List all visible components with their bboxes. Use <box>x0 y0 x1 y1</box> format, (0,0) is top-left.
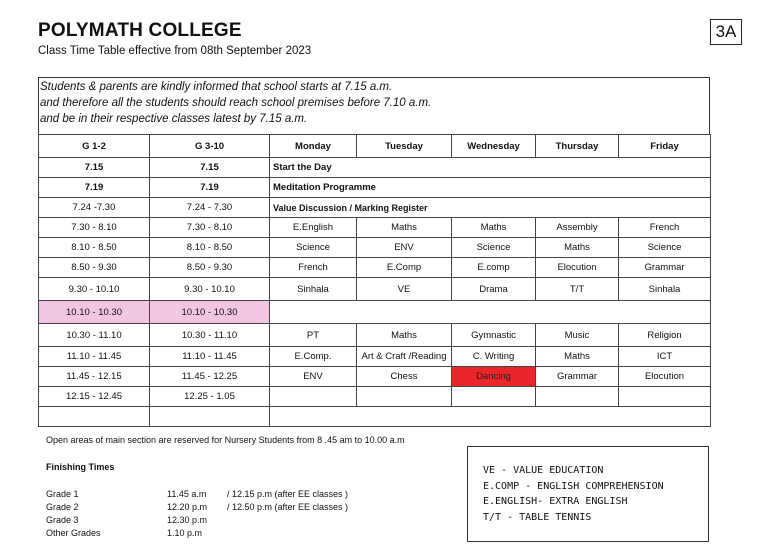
cell-monday <box>270 387 357 407</box>
finishing-time: 12.20 p.m <box>167 502 208 512</box>
time-g12: 10.30 - 11.10 <box>39 324 150 347</box>
header-friday: Friday <box>619 135 711 158</box>
header-g310: G 3-10 <box>150 135 270 158</box>
cell-thursday: Music <box>536 324 619 347</box>
table-row <box>39 218 711 238</box>
cell-wednesday: Drama <box>452 278 536 301</box>
break-empty-cell <box>270 301 711 324</box>
abbreviation-legend <box>467 446 709 542</box>
time-g12: 12.15 - 12.45 <box>39 387 150 407</box>
finishing-grade: Grade 2 <box>46 502 79 512</box>
cell-friday <box>619 387 711 407</box>
finishing-time: 11.45 a.m <box>167 489 207 499</box>
cell-tuesday: Art & Craft /Reading <box>357 347 452 367</box>
legend-item: T/T - TABLE TENNIS <box>483 511 592 523</box>
cell-thursday: Elocution <box>536 258 619 278</box>
legend-item: E.COMP - ENGLISH COMPREHENSION <box>483 480 664 492</box>
cell-thursday: Maths <box>536 347 619 367</box>
header-g12: G 1-2 <box>39 135 150 158</box>
cell-wednesday: C. Writing <box>452 347 536 367</box>
time-g310: 11.10 - 11.45 <box>150 347 270 367</box>
cell-monday: Sinhala <box>270 278 357 301</box>
header-thursday: Thursday <box>536 135 619 158</box>
time-g310: 9.30 - 10.10 <box>150 278 270 301</box>
time-g310: 7.24 - 7.30 <box>150 198 270 218</box>
notice-line: and be in their respective classes latest by 7.15 a.m. <box>40 113 308 125</box>
cell-friday: Religion <box>619 324 711 347</box>
table-row <box>39 324 711 347</box>
table-row <box>39 387 711 407</box>
cell-monday: E.English <box>270 218 357 238</box>
time-g12: 8.50 - 9.30 <box>39 258 150 278</box>
cell-tuesday: Maths <box>357 218 452 238</box>
empty-cell <box>39 407 150 427</box>
time-g310: 10.30 - 11.10 <box>150 324 270 347</box>
cell-friday: French <box>619 218 711 238</box>
cell-friday: Elocution <box>619 367 711 387</box>
cell-thursday: T/T <box>536 278 619 301</box>
cell-thursday: Maths <box>536 238 619 258</box>
table-row <box>39 178 711 198</box>
legend-item: E.ENGLISH- EXTRA ENGLISH <box>483 496 628 507</box>
cell-thursday: Assembly <box>536 218 619 238</box>
nursery-note: Open areas of main section are reserved for Nursery Students from 8 .45 am to 10.00 a.m <box>46 435 405 445</box>
time-g12: 9.30 - 10.10 <box>39 278 150 301</box>
cell-monday: ENV <box>270 367 357 387</box>
finishing-grade: Grade 3 <box>46 515 79 525</box>
header-monday: Monday <box>270 135 357 158</box>
finishing-title: Finishing Times <box>46 462 115 472</box>
cell-wednesday: Maths <box>452 218 536 238</box>
timetable <box>38 134 711 427</box>
cell-tuesday: ENV <box>357 238 452 258</box>
cell-tuesday: Chess <box>357 367 452 387</box>
finishing-grade: Other Grades <box>46 528 101 538</box>
cell-tuesday: Maths <box>357 324 452 347</box>
cell-friday: Grammar <box>619 258 711 278</box>
time-g12: 11.45 - 12.15 <box>39 367 150 387</box>
time-g12: 7.30 - 8.10 <box>39 218 150 238</box>
time-g12-break: 10.10 - 10.30 <box>39 301 150 324</box>
notice-box <box>38 77 710 134</box>
time-g310: 8.10 - 8.50 <box>150 238 270 258</box>
table-row <box>39 258 711 278</box>
empty-cell <box>270 407 711 427</box>
cell-friday: Sinhala <box>619 278 711 301</box>
header-wednesday: Wednesday <box>452 135 536 158</box>
notice-line: and therefore all the students should reach school premises before 7.10 a.m. <box>40 97 432 109</box>
header-tuesday: Tuesday <box>357 135 452 158</box>
time-g12: 11.10 - 11.45 <box>39 347 150 367</box>
class-code-badge: 3A <box>710 19 742 45</box>
time-g12: 7.24 -7.30 <box>39 198 150 218</box>
time-g310: 7.30 - 8.10 <box>150 218 270 238</box>
time-g12: 7.15 <box>39 158 150 178</box>
finishing-extra: / 12.15 p.m (after EE classes ) <box>227 489 349 499</box>
cell-tuesday: VE <box>357 278 452 301</box>
cell-wednesday: Gymnastic <box>452 324 536 347</box>
time-g12: 7.19 <box>39 178 150 198</box>
table-row <box>39 367 711 387</box>
cell-tuesday <box>357 387 452 407</box>
empty-cell <box>150 407 270 427</box>
cell-thursday <box>536 387 619 407</box>
table-row <box>39 158 711 178</box>
notice-line: Students & parents are kindly informed that school starts at 7.15 a.m. <box>40 81 393 93</box>
page-subtitle: Class Time Table effective from 08th September 2023 <box>38 45 312 57</box>
table-row-empty <box>39 407 711 427</box>
cell-monday: Science <box>270 238 357 258</box>
cell-friday: ICT <box>619 347 711 367</box>
table-header-row <box>39 135 711 158</box>
cell-wednesday-dancing: Dancing <box>452 367 536 387</box>
cell-tuesday: E.Comp <box>357 258 452 278</box>
span-activity: Value Discussion / Marking Register <box>270 198 711 218</box>
time-g310: 12.25 - 1.05 <box>150 387 270 407</box>
table-row-break <box>39 301 711 324</box>
finishing-grade: Grade 1 <box>46 489 79 499</box>
time-g310: 7.19 <box>150 178 270 198</box>
time-g310: 8.50 - 9.30 <box>150 258 270 278</box>
cell-thursday: Grammar <box>536 367 619 387</box>
cell-friday: Science <box>619 238 711 258</box>
finishing-extra: / 12.50 p.m (after EE classes ) <box>227 502 349 512</box>
span-activity: Start the Day <box>270 158 711 178</box>
page-title: POLYMATH COLLEGE <box>38 20 242 41</box>
cell-monday: E.Comp. <box>270 347 357 367</box>
time-g310: 7.15 <box>150 158 270 178</box>
cell-wednesday <box>452 387 536 407</box>
time-g310: 11.45 - 12.25 <box>150 367 270 387</box>
cell-monday: French <box>270 258 357 278</box>
span-activity: Meditation Programme <box>270 178 711 198</box>
finishing-time: 1.10 p.m <box>167 528 203 538</box>
finishing-time: 12.30 p.m <box>167 515 208 525</box>
table-row <box>39 198 711 218</box>
time-g310-break: 10.10 - 10.30 <box>150 301 270 324</box>
time-g12: 8.10 - 8.50 <box>39 238 150 258</box>
cell-wednesday: Science <box>452 238 536 258</box>
legend-item: VE - VALUE EDUCATION <box>483 465 604 476</box>
cell-wednesday: E.comp <box>452 258 536 278</box>
table-row <box>39 347 711 367</box>
cell-monday: PT <box>270 324 357 347</box>
table-row <box>39 238 711 258</box>
table-row <box>39 278 711 301</box>
